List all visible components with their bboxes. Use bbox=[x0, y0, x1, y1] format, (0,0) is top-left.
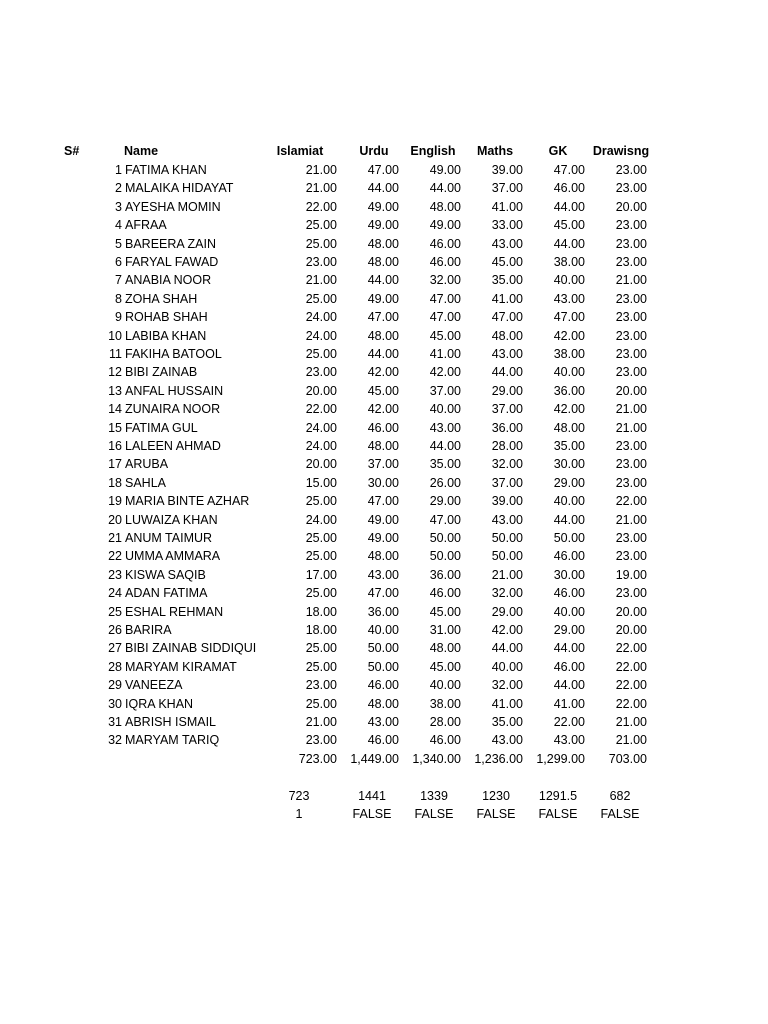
urdu-mark: 48.00 bbox=[367, 439, 399, 453]
header-maths: Maths bbox=[476, 144, 514, 158]
student-name: MARIA BINTE AZHAR bbox=[125, 494, 250, 509]
gk-mark: 44.00 bbox=[553, 236, 585, 251]
student-name: AFRAA bbox=[125, 218, 167, 233]
urdu-mark: 48.00 bbox=[367, 696, 399, 711]
student-name: UMMA AMMARA bbox=[125, 549, 221, 564]
serial-number: 3 bbox=[115, 199, 122, 214]
maths-mark: 45.00 bbox=[491, 255, 523, 269]
drawing-mark: 23.00 bbox=[615, 181, 647, 196]
serial-number: 8 bbox=[115, 291, 122, 306]
serial-number: 13 bbox=[108, 383, 122, 398]
maths-mark: 29.00 bbox=[491, 383, 523, 398]
urdu-mark: 43.00 bbox=[367, 567, 399, 582]
drawing-mark: 20.00 bbox=[615, 623, 647, 637]
student-name: BAREERA ZAIN bbox=[125, 236, 216, 251]
header-english: English bbox=[410, 144, 456, 158]
drawing-mark: 23.00 bbox=[615, 255, 647, 269]
english-mark: 47.00 bbox=[429, 291, 461, 306]
islamiat-mark: 25.00 bbox=[305, 218, 337, 233]
student-name: ADAN FATIMA bbox=[125, 586, 208, 601]
islamiat-mark: 24.00 bbox=[305, 328, 337, 343]
islamiat-mark: 21.00 bbox=[305, 273, 337, 288]
maths-mark: 33.00 bbox=[491, 218, 523, 233]
serial-number: 12 bbox=[108, 365, 122, 380]
urdu-mark: 47.00 bbox=[367, 494, 399, 509]
islamiat-total: 723.00 bbox=[298, 751, 337, 766]
gk-mark: 46.00 bbox=[553, 181, 585, 196]
student-name: BARIRA bbox=[125, 623, 172, 637]
drawing-mark: 21.00 bbox=[615, 512, 647, 527]
urdu-mark: 47.00 bbox=[367, 586, 399, 601]
islamiat-mark: 24.00 bbox=[305, 512, 337, 527]
maths-mark: 37.00 bbox=[491, 181, 523, 196]
gk-mark: 30.00 bbox=[553, 567, 585, 582]
maths-mark: 39.00 bbox=[491, 163, 523, 177]
english-mark: 35.00 bbox=[429, 457, 461, 472]
drawing-mark: 23.00 bbox=[615, 236, 647, 251]
urdu-mark: 48.00 bbox=[367, 549, 399, 564]
student-name: ANABIA NOOR bbox=[125, 273, 212, 288]
islamiat-mark: 15.00 bbox=[305, 475, 337, 490]
maths-mark: 36.00 bbox=[491, 420, 523, 435]
urdu-total: 1,449.00 bbox=[350, 751, 399, 766]
english-mark: 49.00 bbox=[429, 163, 461, 177]
maths-mark: 35.00 bbox=[491, 715, 523, 729]
islamiat-mark: 23.00 bbox=[305, 678, 337, 693]
drawing-mark: 21.00 bbox=[615, 733, 647, 748]
drawing-mark: 22.00 bbox=[615, 678, 647, 693]
english-mark: 50.00 bbox=[429, 549, 461, 564]
header-urdu: Urdu bbox=[359, 144, 389, 158]
islamiat-mark: 18.00 bbox=[305, 623, 337, 637]
islamiat-mark: 21.00 bbox=[305, 163, 337, 177]
maths-mark: 43.00 bbox=[491, 733, 523, 748]
islamiat-mark: 24.00 bbox=[305, 420, 337, 435]
student-name: ZOHA SHAH bbox=[125, 291, 198, 306]
islamiat-mark: 17.00 bbox=[305, 567, 337, 582]
student-name: LALEEN AHMAD bbox=[125, 439, 221, 453]
gk-mark: 40.00 bbox=[553, 604, 585, 619]
urdu-mark: 44.00 bbox=[367, 181, 399, 196]
english-mark: 50.00 bbox=[429, 531, 461, 545]
gk-mark: 35.00 bbox=[553, 439, 585, 453]
urdu-mark: 46.00 bbox=[367, 420, 399, 435]
student-name: ZUNAIRA NOOR bbox=[125, 402, 221, 417]
drawing-mark: 19.00 bbox=[615, 567, 647, 582]
student-name: FATIMA KHAN bbox=[125, 163, 207, 177]
urdu-mark: 48.00 bbox=[367, 236, 399, 251]
urdu-mark: 46.00 bbox=[367, 678, 399, 693]
serial-number: 20 bbox=[108, 512, 122, 527]
drawing-mark: 23.00 bbox=[615, 291, 647, 306]
serial-number: 16 bbox=[108, 439, 122, 453]
drawing-mark: 23.00 bbox=[615, 475, 647, 490]
maths-check-result: FALSE bbox=[476, 807, 516, 822]
drawing-mark: 23.00 bbox=[615, 549, 647, 564]
english-mark: 47.00 bbox=[429, 310, 461, 325]
drawing-mark: 22.00 bbox=[615, 696, 647, 711]
urdu-mark: 40.00 bbox=[367, 623, 399, 637]
student-name: FAKIHA BATOOL bbox=[125, 347, 222, 361]
maths-total: 1,236.00 bbox=[474, 751, 523, 766]
maths-check-value: 1230 bbox=[482, 789, 510, 803]
gk-mark: 44.00 bbox=[553, 512, 585, 527]
english-mark: 49.00 bbox=[429, 218, 461, 233]
gk-mark: 40.00 bbox=[553, 273, 585, 288]
islamiat-mark: 25.00 bbox=[305, 531, 337, 545]
english-mark: 46.00 bbox=[429, 586, 461, 601]
islamiat-mark: 20.00 bbox=[305, 383, 337, 398]
gk-mark: 42.00 bbox=[553, 402, 585, 417]
gk-mark: 29.00 bbox=[553, 623, 585, 637]
header-sno: S# bbox=[64, 144, 80, 158]
english-mark: 47.00 bbox=[429, 512, 461, 527]
islamiat-mark: 20.00 bbox=[305, 457, 337, 472]
urdu-mark: 46.00 bbox=[367, 733, 399, 748]
drawing-check-value: 682 bbox=[609, 789, 631, 803]
islamiat-mark: 18.00 bbox=[305, 604, 337, 619]
serial-number: 9 bbox=[115, 310, 122, 325]
gk-check-result: FALSE bbox=[538, 807, 578, 822]
drawing-mark: 22.00 bbox=[615, 494, 647, 509]
english-mark: 31.00 bbox=[429, 623, 461, 637]
drawing-mark: 21.00 bbox=[615, 715, 647, 729]
maths-mark: 47.00 bbox=[491, 310, 523, 325]
english-mark: 41.00 bbox=[429, 347, 461, 361]
maths-mark: 39.00 bbox=[491, 494, 523, 509]
student-name: LUWAIZA KHAN bbox=[125, 512, 218, 527]
drawing-total: 703.00 bbox=[608, 751, 647, 766]
english-mark: 32.00 bbox=[429, 273, 461, 288]
drawing-mark: 23.00 bbox=[615, 310, 647, 325]
gk-mark: 29.00 bbox=[553, 475, 585, 490]
gk-mark: 44.00 bbox=[553, 199, 585, 214]
english-mark: 46.00 bbox=[429, 255, 461, 269]
drawing-check-result: FALSE bbox=[600, 807, 640, 822]
student-name: ARUBA bbox=[125, 457, 169, 472]
urdu-mark: 50.00 bbox=[367, 659, 399, 674]
urdu-mark: 49.00 bbox=[367, 512, 399, 527]
urdu-mark: 37.00 bbox=[367, 457, 399, 472]
serial-number: 31 bbox=[108, 715, 122, 729]
header-name: Name bbox=[124, 144, 159, 158]
english-mark: 45.00 bbox=[429, 604, 461, 619]
islamiat-mark: 25.00 bbox=[305, 236, 337, 251]
english-total: 1,340.00 bbox=[412, 751, 461, 766]
urdu-mark: 49.00 bbox=[367, 218, 399, 233]
student-name: IQRA KHAN bbox=[125, 696, 194, 711]
islamiat-mark: 24.00 bbox=[305, 310, 337, 325]
islamiat-check-value: 723 bbox=[288, 789, 310, 803]
gk-mark: 43.00 bbox=[553, 733, 585, 748]
serial-number: 6 bbox=[115, 255, 122, 269]
english-mark: 28.00 bbox=[429, 715, 461, 729]
maths-mark: 41.00 bbox=[491, 199, 523, 214]
urdu-mark: 42.00 bbox=[367, 402, 399, 417]
serial-number: 21 bbox=[108, 531, 122, 545]
urdu-mark: 47.00 bbox=[367, 310, 399, 325]
gk-mark: 48.00 bbox=[553, 420, 585, 435]
serial-number: 18 bbox=[108, 475, 122, 490]
gk-mark: 47.00 bbox=[553, 310, 585, 325]
islamiat-mark: 25.00 bbox=[305, 696, 337, 711]
drawing-mark: 21.00 bbox=[615, 420, 647, 435]
urdu-mark: 49.00 bbox=[367, 291, 399, 306]
english-mark: 38.00 bbox=[429, 696, 461, 711]
urdu-check-result: FALSE bbox=[352, 807, 392, 822]
islamiat-mark: 23.00 bbox=[305, 255, 337, 269]
drawing-mark: 20.00 bbox=[615, 383, 647, 398]
maths-mark: 43.00 bbox=[491, 236, 523, 251]
drawing-mark: 23.00 bbox=[615, 531, 647, 545]
gk-mark: 46.00 bbox=[553, 659, 585, 674]
maths-mark: 32.00 bbox=[491, 586, 523, 601]
drawing-mark: 23.00 bbox=[615, 163, 647, 177]
maths-mark: 28.00 bbox=[491, 439, 523, 453]
islamiat-mark: 21.00 bbox=[305, 715, 337, 729]
gk-mark: 46.00 bbox=[553, 586, 585, 601]
maths-mark: 37.00 bbox=[491, 402, 523, 417]
islamiat-mark: 25.00 bbox=[305, 494, 337, 509]
drawing-mark: 23.00 bbox=[615, 365, 647, 380]
english-mark: 37.00 bbox=[429, 383, 461, 398]
gk-mark: 44.00 bbox=[553, 641, 585, 656]
student-name: ANFAL HUSSAIN bbox=[125, 383, 224, 398]
english-mark: 29.00 bbox=[429, 494, 461, 509]
drawing-mark: 22.00 bbox=[615, 641, 647, 656]
islamiat-mark: 22.00 bbox=[305, 402, 337, 417]
serial-number: 1 bbox=[115, 163, 122, 177]
islamiat-mark: 23.00 bbox=[305, 733, 337, 748]
urdu-mark: 45.00 bbox=[367, 383, 399, 398]
gk-mark: 46.00 bbox=[553, 549, 585, 564]
serial-number: 22 bbox=[108, 549, 122, 564]
drawing-mark: 20.00 bbox=[615, 604, 647, 619]
islamiat-check-result: 1 bbox=[295, 807, 303, 822]
gk-mark: 30.00 bbox=[553, 457, 585, 472]
serial-number: 14 bbox=[108, 402, 122, 417]
english-mark: 42.00 bbox=[429, 365, 461, 380]
student-name: FATIMA GUL bbox=[125, 420, 198, 435]
student-name: MARYAM KIRAMAT bbox=[125, 659, 237, 674]
gk-mark: 47.00 bbox=[553, 163, 585, 177]
maths-mark: 48.00 bbox=[491, 328, 523, 343]
maths-mark: 40.00 bbox=[491, 659, 523, 674]
student-name: SAHLA bbox=[125, 475, 166, 490]
islamiat-mark: 21.00 bbox=[305, 181, 337, 196]
maths-mark: 44.00 bbox=[491, 641, 523, 656]
english-mark: 40.00 bbox=[429, 402, 461, 417]
gk-mark: 40.00 bbox=[553, 365, 585, 380]
student-name: FARYAL FAWAD bbox=[125, 255, 219, 269]
gk-mark: 44.00 bbox=[553, 678, 585, 693]
maths-mark: 41.00 bbox=[491, 291, 523, 306]
english-mark: 40.00 bbox=[429, 678, 461, 693]
serial-number: 2 bbox=[115, 181, 122, 196]
urdu-mark: 36.00 bbox=[367, 604, 399, 619]
english-check-result: FALSE bbox=[414, 807, 454, 822]
urdu-mark: 44.00 bbox=[367, 273, 399, 288]
student-name: ROHAB SHAH bbox=[125, 310, 208, 325]
gk-mark: 40.00 bbox=[553, 494, 585, 509]
student-name: ESHAL REHMAN bbox=[125, 604, 224, 619]
student-name: VANEEZA bbox=[125, 678, 183, 693]
serial-number: 24 bbox=[108, 586, 122, 601]
header-gk: GK bbox=[548, 144, 568, 158]
maths-mark: 44.00 bbox=[491, 365, 523, 380]
english-mark: 44.00 bbox=[429, 181, 461, 196]
maths-mark: 29.00 bbox=[491, 604, 523, 619]
student-name: ANUM TAIMUR bbox=[125, 531, 213, 545]
islamiat-mark: 25.00 bbox=[305, 347, 337, 361]
serial-number: 11 bbox=[109, 347, 122, 361]
english-mark: 36.00 bbox=[429, 567, 461, 582]
urdu-mark: 50.00 bbox=[367, 641, 399, 656]
gk-mark: 45.00 bbox=[553, 218, 585, 233]
serial-number: 32 bbox=[108, 733, 122, 748]
gk-mark: 22.00 bbox=[553, 715, 585, 729]
header-islamiat: Islamiat bbox=[276, 144, 324, 158]
maths-mark: 41.00 bbox=[491, 696, 523, 711]
urdu-check-value: 1441 bbox=[358, 789, 386, 803]
maths-mark: 43.00 bbox=[491, 512, 523, 527]
maths-mark: 21.00 bbox=[491, 567, 523, 582]
urdu-mark: 47.00 bbox=[367, 163, 399, 177]
student-name: AYESHA MOMIN bbox=[125, 199, 221, 214]
islamiat-mark: 25.00 bbox=[305, 586, 337, 601]
gk-mark: 41.00 bbox=[553, 696, 585, 711]
drawing-mark: 23.00 bbox=[615, 328, 647, 343]
serial-number: 28 bbox=[108, 659, 122, 674]
drawing-mark: 23.00 bbox=[615, 347, 647, 361]
maths-mark: 42.00 bbox=[491, 623, 523, 637]
serial-number: 29 bbox=[108, 678, 122, 693]
serial-number: 27 bbox=[108, 641, 122, 656]
english-mark: 26.00 bbox=[429, 475, 461, 490]
serial-number: 7 bbox=[115, 273, 122, 288]
serial-number: 26 bbox=[108, 623, 122, 637]
english-mark: 46.00 bbox=[429, 733, 461, 748]
maths-mark: 50.00 bbox=[491, 531, 523, 545]
islamiat-mark: 24.00 bbox=[305, 439, 337, 453]
english-mark: 44.00 bbox=[429, 439, 461, 453]
maths-mark: 35.00 bbox=[491, 273, 523, 288]
urdu-mark: 44.00 bbox=[367, 347, 399, 361]
islamiat-mark: 25.00 bbox=[305, 291, 337, 306]
drawing-mark: 23.00 bbox=[615, 457, 647, 472]
islamiat-mark: 25.00 bbox=[305, 659, 337, 674]
serial-number: 10 bbox=[108, 328, 122, 343]
english-mark: 48.00 bbox=[429, 199, 461, 214]
student-name: KISWA SAQIB bbox=[125, 567, 206, 582]
english-mark: 45.00 bbox=[429, 328, 461, 343]
serial-number: 30 bbox=[108, 696, 122, 711]
serial-number: 5 bbox=[115, 236, 122, 251]
urdu-mark: 48.00 bbox=[367, 255, 399, 269]
serial-number: 25 bbox=[108, 604, 122, 619]
drawing-mark: 20.00 bbox=[615, 199, 647, 214]
english-check-value: 1339 bbox=[420, 789, 448, 803]
maths-mark: 32.00 bbox=[491, 457, 523, 472]
gk-mark: 36.00 bbox=[553, 383, 585, 398]
urdu-mark: 49.00 bbox=[367, 531, 399, 545]
maths-mark: 50.00 bbox=[491, 549, 523, 564]
urdu-mark: 42.00 bbox=[367, 365, 399, 380]
serial-number: 15 bbox=[108, 420, 122, 435]
student-name: LABIBA KHAN bbox=[125, 328, 207, 343]
student-name: BIBI ZAINAB bbox=[125, 365, 198, 380]
drawing-mark: 23.00 bbox=[615, 439, 647, 453]
islamiat-mark: 25.00 bbox=[305, 549, 337, 564]
urdu-mark: 30.00 bbox=[367, 475, 399, 490]
student-name: MALAIKA HIDAYAT bbox=[125, 181, 234, 196]
student-name: MARYAM TARIQ bbox=[125, 733, 220, 748]
gk-total: 1,299.00 bbox=[536, 751, 585, 766]
serial-number: 23 bbox=[108, 567, 122, 582]
serial-number: 4 bbox=[115, 218, 122, 233]
islamiat-mark: 23.00 bbox=[305, 365, 337, 380]
serial-number: 19 bbox=[108, 494, 122, 509]
drawing-mark: 22.00 bbox=[615, 659, 647, 674]
drawing-mark: 21.00 bbox=[615, 402, 647, 417]
serial-number: 17 bbox=[108, 457, 122, 472]
english-mark: 48.00 bbox=[429, 641, 461, 656]
maths-mark: 43.00 bbox=[491, 347, 523, 361]
student-name: BIBI ZAINAB SIDDIQUI bbox=[125, 641, 257, 656]
maths-mark: 37.00 bbox=[491, 475, 523, 490]
islamiat-mark: 25.00 bbox=[305, 641, 337, 656]
header-drawing: Drawisng bbox=[592, 144, 650, 158]
student-name: ABRISH ISMAIL bbox=[125, 715, 216, 729]
gk-mark: 43.00 bbox=[553, 291, 585, 306]
urdu-mark: 43.00 bbox=[367, 715, 399, 729]
maths-mark: 32.00 bbox=[491, 678, 523, 693]
drawing-mark: 23.00 bbox=[615, 586, 647, 601]
urdu-mark: 48.00 bbox=[367, 328, 399, 343]
gk-mark: 42.00 bbox=[553, 328, 585, 343]
islamiat-mark: 22.00 bbox=[305, 199, 337, 214]
gk-check-value: 1291.5 bbox=[538, 789, 578, 803]
drawing-mark: 21.00 bbox=[615, 273, 647, 288]
english-mark: 45.00 bbox=[429, 659, 461, 674]
gk-mark: 38.00 bbox=[553, 255, 585, 269]
english-mark: 43.00 bbox=[429, 420, 461, 435]
gk-mark: 50.00 bbox=[553, 531, 585, 545]
english-mark: 46.00 bbox=[429, 236, 461, 251]
urdu-mark: 49.00 bbox=[367, 199, 399, 214]
drawing-mark: 23.00 bbox=[615, 218, 647, 233]
gk-mark: 38.00 bbox=[553, 347, 585, 361]
